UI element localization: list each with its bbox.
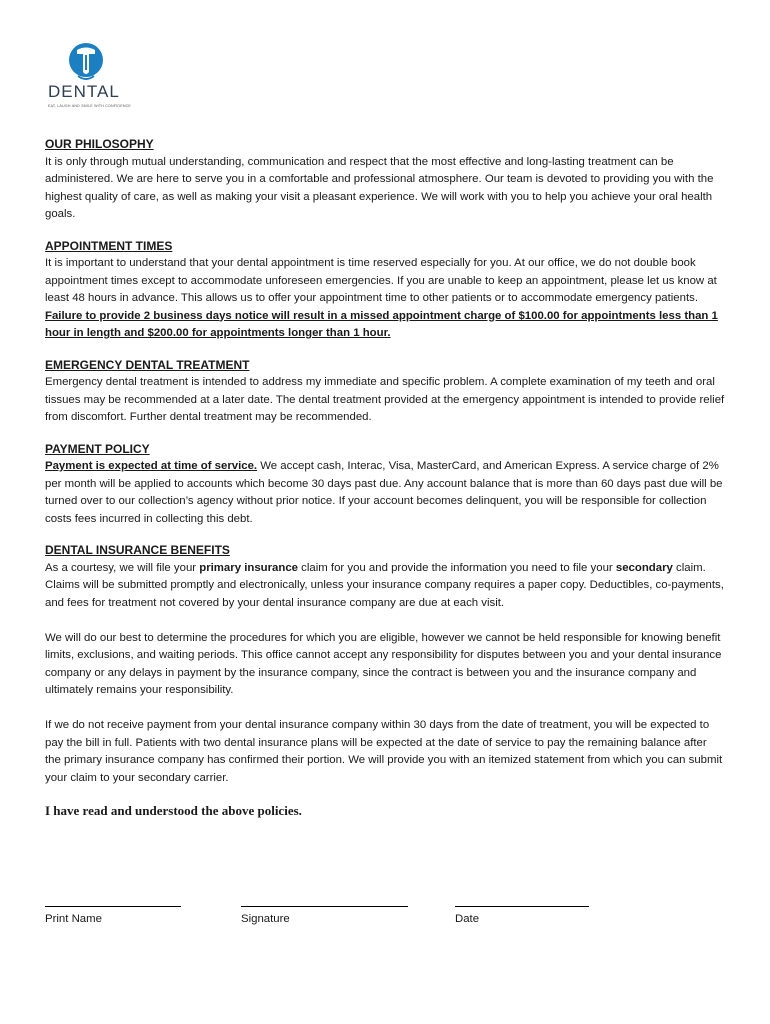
section-body: Emergency dental treatment is intended to address my immediate and specific problem. A complete examination of my teeth and oral tissues may be recommended at a later date. The dental treatment provided at the emergency appointment is intended to provide relief from discomfort. Further dental treatment may be recommended. — [45, 376, 725, 423]
signature-field[interactable] — [241, 906, 408, 925]
body-text: We accept cash, Interac, Visa, MasterCard, and American Express. A service charge of 2% per month will be applied to accounts which become 30 days past due. Any account balance that is more than 60 days past due will be turned over to our collection’s agency without prior notice. If your account becomes delinquent, you will be responsible for collection costs fees incurred in collecting this debt. — [45, 460, 723, 525]
tooth-logo-icon — [68, 42, 104, 82]
philosophy-section — [45, 136, 725, 224]
section-body: We will do our best to determine the procedures for which you are eligible, however we cannot be held responsible for knowing benefit limits, exclusions, and waiting periods. This office cannot accept any responsibility for disputes between you and your dental insurance company or any delays in payment by the insurance company, since the contract is between you and the insurance company and ultimately remains your responsibility. — [45, 631, 722, 696]
date-line[interactable] — [455, 906, 589, 907]
print-name-label: Print Name — [45, 913, 102, 925]
emergency-section — [45, 357, 725, 427]
primary-insurance-term: primary insurance — [199, 561, 299, 574]
body-text: It is important to understand that your dental appointment is time reserved especially for you. At our office, we do not double book appointment times except to accommodate unforeseen emergencies. If you are unable to keep an appointment, please let us know at least 48 hours in advance. This allows us to offer your appointment time to other patients or to accommodate emergency patients. — [45, 257, 717, 304]
signature-label: Signature — [241, 913, 290, 925]
payment-lead: Payment is expected at time of service. — [45, 460, 258, 472]
body-text: claim for you and provide the information you need to file your — [298, 561, 616, 574]
section-heading: PAYMENT POLICY — [45, 441, 150, 456]
body-text: As a courtesy, we will file your — [45, 561, 200, 574]
clinic-logo — [46, 42, 136, 114]
secondary-term: secondary — [615, 561, 673, 574]
section-body — [45, 255, 725, 343]
section-heading: DENTAL INSURANCE BENEFITS — [45, 543, 230, 557]
date-field[interactable] — [455, 906, 589, 925]
section-body — [45, 458, 725, 528]
section-heading: APPOINTMENT TIMES — [45, 238, 173, 253]
payment-section — [45, 441, 725, 529]
logo-wordmark: DENTAL — [48, 82, 120, 101]
signature-line[interactable] — [241, 906, 408, 907]
section-body: If we do not receive payment from your dental insurance company within 30 days from the date of treatment, you will be expected to pay the bill in full. Patients with two dental insurance plans will be expected at the date of service to pay the remaining balance after the primary insurance company has confirmed their portion. We will provide you with an itemized statement from which you can submit your claim to your secondary carrier. — [45, 719, 723, 784]
section-heading: EMERGENCY DENTAL TREATMENT — [45, 357, 250, 372]
body-text: claim. Claims will be submitted promptly and electronically, unless your insurance company requires a paper copy. Deductibles, co-payments, and fees for treatment not covered by your dental insurance company are due at each visit. — [45, 561, 724, 609]
acknowledgement-statement: I have read and understood the above policies. — [45, 803, 302, 818]
appointment-section — [45, 238, 725, 343]
date-label: Date — [455, 913, 480, 925]
print-name-line[interactable] — [45, 906, 181, 907]
section-heading: OUR PHILOSOPHY — [45, 137, 154, 151]
logo-tagline: EAT, LAUGH AND SMILE WITH CONFIDENCE — [48, 104, 132, 108]
section-body — [45, 560, 725, 613]
insurance-section — [45, 542, 725, 787]
missed-appointment-warning: Failure to provide 2 business days notice will result in a missed appointment charge of $100.00 for appointments less than 1 hour in length and $200.00 for appointments longer than 1 hour. — [45, 309, 718, 339]
policy-document — [45, 136, 725, 819]
section-body: It is only through mutual understanding, communication and respect that the most effective and long-lasting treatment can be administered. We are here to serve you in a comfortable and professional atmosphere. Our team is devoted to providing you with the highest quality of care, as well as making your visit a pleasant experience. We will work with you to help you achieve your oral health goals. — [45, 155, 714, 220]
print-name-field[interactable] — [45, 906, 181, 925]
